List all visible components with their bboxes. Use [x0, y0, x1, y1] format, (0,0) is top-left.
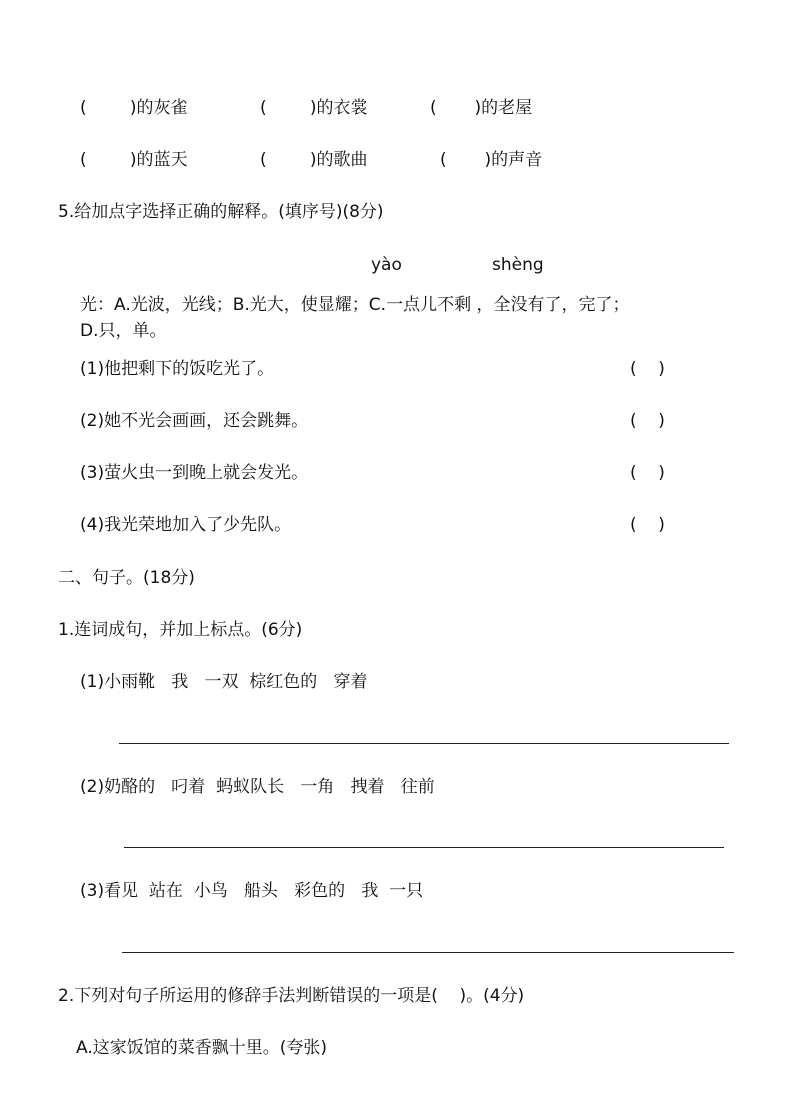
pinyin-sheng: shèng	[492, 255, 544, 275]
answer-line-1[interactable]	[119, 743, 729, 744]
answer-line-2[interactable]	[124, 847, 724, 848]
blank-phrase-4: ( )的蓝天	[80, 150, 188, 170]
q5-item-4: (4)我光荣地加入了少先队。	[80, 515, 292, 535]
pinyin-yao: yào	[371, 255, 402, 275]
definitions-line-2: D.只，单。	[80, 321, 167, 341]
s2-q2-option-a: A.这家饭馆的菜香飘十里。(夸张)	[76, 1038, 327, 1058]
blank-phrase-1: ( )的灰雀	[80, 98, 188, 118]
blank-phrase-6: ( )的声音	[440, 150, 543, 170]
q5-answer-paren-4[interactable]: ( )	[630, 515, 665, 535]
s2-q1-heading: 1.连词成句，并加上标点。(6分)	[58, 620, 303, 640]
q5-item-1: (1)他把剩下的饭吃光了。	[80, 359, 275, 379]
s2-q1-item-3: (3)看见 站在 小鸟 船头 彩色的 我 一只	[80, 881, 424, 901]
blank-phrase-5: ( )的歌曲	[260, 150, 368, 170]
s2-q2-heading: 2.下列对句子所运用的修辞手法判断错误的一项是( )。(4分)	[58, 986, 525, 1006]
s2-q1-item-2: (2)奶酪的 叼着 蚂蚁队长 一角 拽着 往前	[80, 777, 435, 797]
q5-answer-paren-3[interactable]: ( )	[630, 463, 665, 483]
blank-phrase-3: ( )的老屋	[430, 98, 533, 118]
answer-line-3[interactable]	[122, 952, 734, 953]
blank-phrase-2: ( )的衣裳	[260, 98, 368, 118]
q5-answer-paren-2[interactable]: ( )	[630, 411, 665, 431]
q5-item-2: (2)她不光会画画，还会跳舞。	[80, 411, 309, 431]
q5-heading: 5.给加点字选择正确的解释。(填序号)(8分)	[58, 202, 384, 222]
s2-q1-item-1: (1)小雨靴 我 一双 棕红色的 穿着	[80, 672, 368, 692]
section2-heading: 二、句子。(18分)	[58, 568, 195, 588]
q5-answer-paren-1[interactable]: ( )	[630, 359, 665, 379]
definitions-line-1: 光：A.光波，光线；B.光大，使显耀；C.一点儿不剩 ，全没有了，完了；	[80, 295, 630, 315]
q5-item-3: (3)萤火虫一到晚上就会发光。	[80, 463, 309, 483]
